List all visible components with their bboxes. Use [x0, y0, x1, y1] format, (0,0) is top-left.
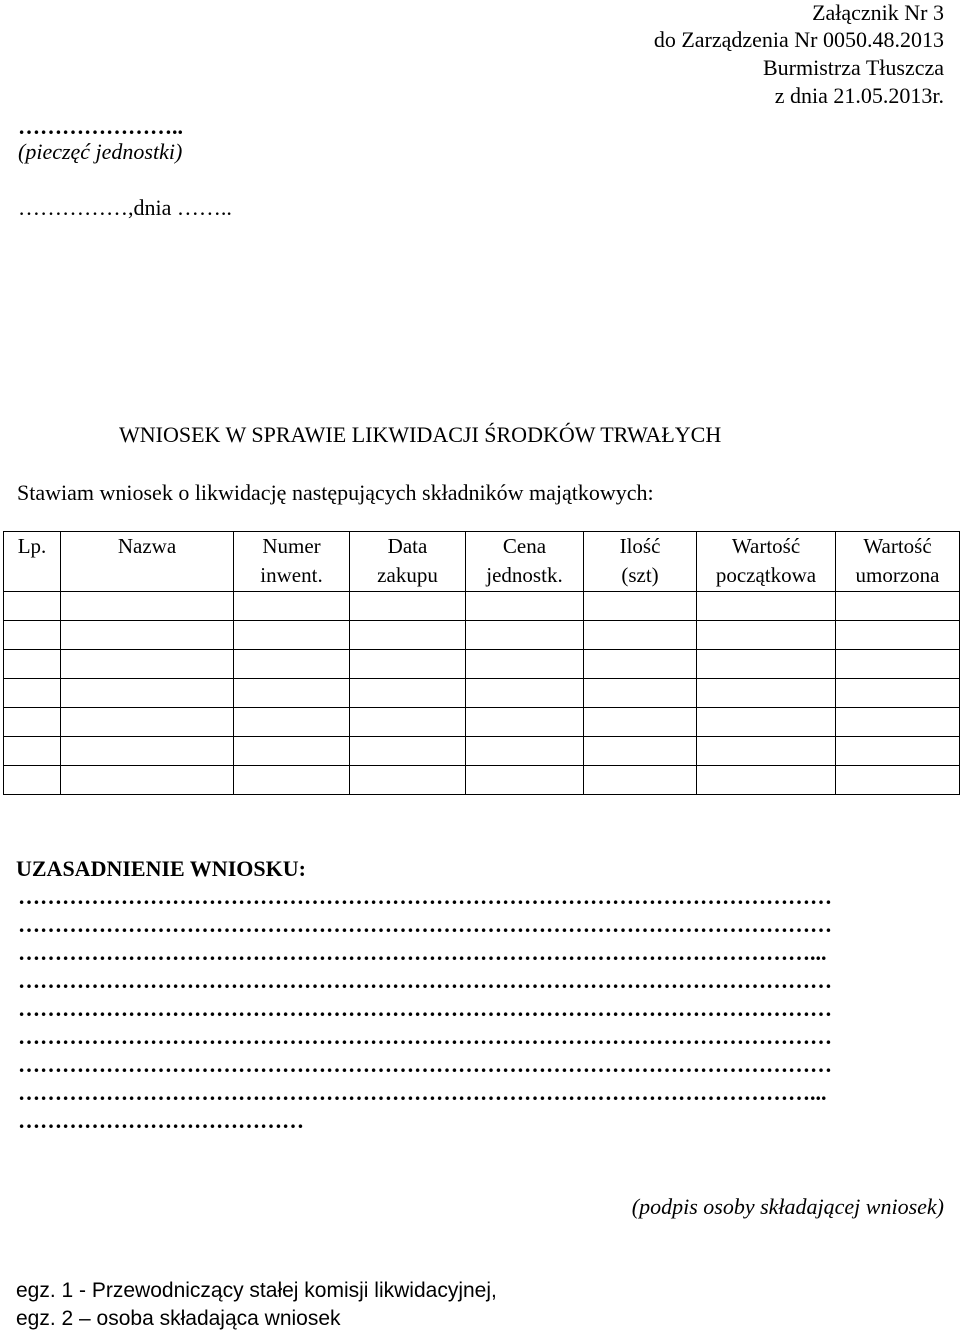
table-cell	[466, 621, 584, 650]
table-cell	[836, 592, 960, 621]
table-cell	[61, 679, 234, 708]
date-line: ……………,dnia ……..	[18, 195, 232, 220]
table-cell	[584, 766, 697, 795]
justification-line: …………………………………………………………………………………………………	[18, 996, 832, 1021]
table-row	[4, 592, 960, 621]
justification-line: ………………………………………………………………………………………………...	[18, 1080, 827, 1105]
justification-heading: UZASADNIENIE WNIOSKU:	[16, 856, 306, 881]
column-header: Numer inwent.	[234, 532, 350, 592]
justification-line: …………………………………………………………………………………………………	[18, 1052, 832, 1077]
table-cell	[466, 679, 584, 708]
column-header: Wartość początkowa	[697, 532, 836, 592]
justification-line: ………………………………………………………………………………………………...	[18, 940, 827, 965]
table-row	[4, 679, 960, 708]
table-cell	[466, 737, 584, 766]
table-cell	[350, 650, 466, 679]
column-header: Nazwa	[61, 532, 234, 592]
table-cell	[350, 679, 466, 708]
table-cell	[697, 650, 836, 679]
column-header: Data zakupu	[350, 532, 466, 592]
intro-text: Stawiam wniosek o likwidację następujących składników majątkowych:	[17, 480, 654, 505]
justification-line: …………………………………………………………………………………………………	[18, 1024, 832, 1049]
attachment-line-2: do Zarządzenia Nr 0050.48.2013	[653, 27, 944, 52]
table-cell	[697, 708, 836, 737]
footer-line-1: egz. 1 - Przewodniczący stałej komisji likwidacyjnej,	[16, 1279, 497, 1302]
column-header: Wartość umorzona	[836, 532, 960, 592]
column-header: Cena jednostk.	[466, 532, 584, 592]
column-header: Lp.	[4, 532, 61, 592]
table-cell	[234, 650, 350, 679]
table-cell	[4, 621, 61, 650]
table-cell	[836, 679, 960, 708]
page-title: WNIOSEK W SPRAWIE LIKWIDACJI ŚRODKÓW TRWAŁYCH	[119, 422, 722, 447]
table-cell	[234, 737, 350, 766]
table-cell	[350, 621, 466, 650]
table-row	[4, 708, 960, 737]
table-cell	[234, 592, 350, 621]
table-cell	[584, 679, 697, 708]
table-cell	[4, 766, 61, 795]
table-cell	[350, 737, 466, 766]
table-cell	[584, 737, 697, 766]
justification-lines	[18, 883, 832, 1135]
table-cell	[584, 592, 697, 621]
table-cell	[61, 766, 234, 795]
attachment-line-3: Burmistrza Tłuszcza	[762, 55, 944, 80]
justification-line: …………………………………	[18, 1108, 304, 1133]
table-cell	[836, 766, 960, 795]
table-cell	[466, 650, 584, 679]
table-cell	[584, 708, 697, 737]
table-row	[4, 650, 960, 679]
table-cell	[61, 708, 234, 737]
table-row	[4, 766, 960, 795]
table-cell	[697, 766, 836, 795]
table-cell	[350, 592, 466, 621]
attachment-line-1: Załącznik Nr 3	[812, 0, 944, 25]
table-cell	[836, 737, 960, 766]
table-cell	[4, 592, 61, 621]
footer-line-2: egz. 2 – osoba składająca wniosek	[16, 1307, 341, 1330]
table-cell	[234, 708, 350, 737]
table-cell	[697, 679, 836, 708]
table-cell	[584, 621, 697, 650]
table-cell	[584, 650, 697, 679]
table-cell	[4, 650, 61, 679]
table-cell	[466, 708, 584, 737]
items-table	[3, 531, 960, 795]
stamp-dots: …………………..	[18, 114, 183, 139]
table-header-row	[4, 532, 960, 592]
table-cell	[61, 737, 234, 766]
table-cell	[4, 708, 61, 737]
table-row	[4, 737, 960, 766]
table-cell	[234, 679, 350, 708]
table-cell	[697, 737, 836, 766]
table-cell	[466, 766, 584, 795]
table-cell	[697, 592, 836, 621]
table-cell	[350, 708, 466, 737]
table-cell	[836, 650, 960, 679]
table-row	[4, 621, 960, 650]
table-cell	[234, 621, 350, 650]
signature-label: (podpis osoby składającej wniosek)	[631, 1194, 944, 1219]
table-cell	[350, 766, 466, 795]
table-cell	[4, 737, 61, 766]
table-cell	[61, 650, 234, 679]
column-header: Ilość (szt)	[584, 532, 697, 592]
table-cell	[697, 621, 836, 650]
justification-line: …………………………………………………………………………………………………	[18, 912, 832, 937]
stamp-label: (pieczęć jednostki)	[18, 139, 183, 164]
table-cell	[836, 621, 960, 650]
table-cell	[466, 592, 584, 621]
table-cell	[61, 621, 234, 650]
justification-line: …………………………………………………………………………………………………	[18, 968, 832, 993]
table-cell	[4, 679, 61, 708]
table-cell	[61, 592, 234, 621]
justification-line: …………………………………………………………………………………………………	[18, 884, 832, 909]
table-cell	[234, 766, 350, 795]
table-cell	[836, 708, 960, 737]
attachment-line-4: z dnia 21.05.2013r.	[774, 83, 944, 108]
